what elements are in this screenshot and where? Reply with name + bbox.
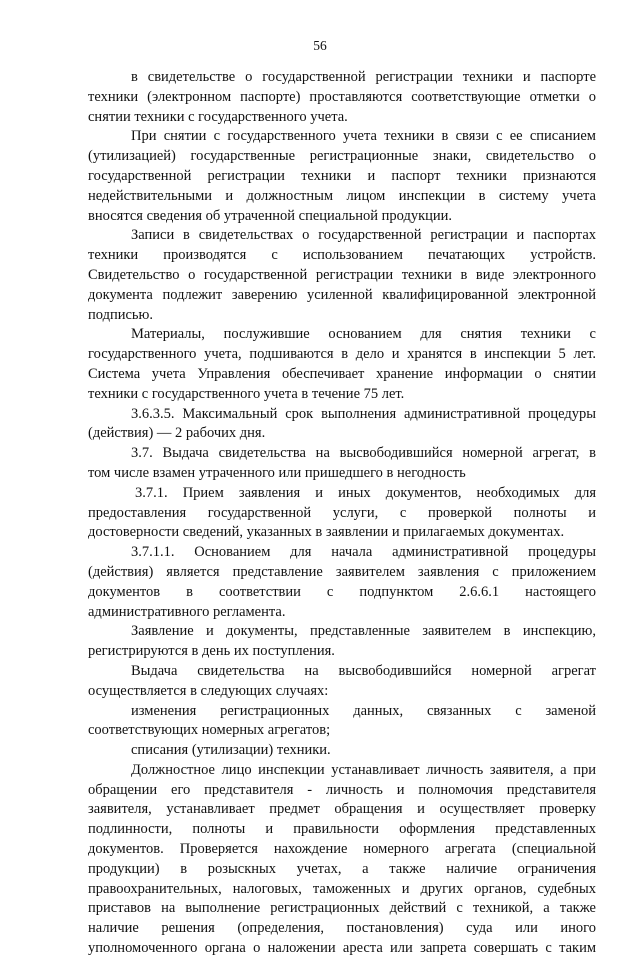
text-line: государственной регистрации техники и паспорт техники признаются [88,167,596,184]
text-line: документов. Проверяется нахождение номерного агрегата (специальной [88,841,596,858]
text-line: техники (электронном паспорте) проставляются соответствующие отметки о [88,88,596,105]
text-line: Система учета Управления обеспечивает хранение информации о снятии [88,365,596,382]
text-line: приставов на выполнение регистрационных действий с техникой, а также [88,900,596,917]
text-line: При снятии с государственного учета техники в связи с ее списанием [131,128,596,145]
text-line: техники с государственного учета в течение 75 лет. [88,385,405,402]
document-body [88,68,596,959]
text-line: Материалы, послужившие основанием для снятия техники с [131,326,596,343]
text-line: (утилизацией) государственные регистрационные знаки, свидетельство о [88,148,596,165]
text-line: (действия) — 2 рабочих дня. [88,425,266,442]
text-line: недействительными и должностным лицом инспекции в систему учета [88,187,596,204]
text-line: в свидетельстве о государственной регистрации техники и паспорте [131,69,596,85]
text-line: Свидетельство о государственной регистрации техники в виде электронного [88,266,596,283]
text-line: Должностное лицо инспекции устанавливает личность заявителя, а при [131,761,596,778]
text-line: наличие решения (определения, постановления) суда или иного [88,920,596,937]
text-line: продукции) в розыскных учетах, а также наличие ограничения [88,860,596,877]
text-line: осуществляется в следующих случаях: [88,682,329,699]
text-line: Выдача свидетельства на высвободившийся номерной агрегат [131,662,596,679]
text-line: административного регламента. [88,603,286,620]
text-line: (действия) является представление заявителем заявления с приложением [88,563,596,580]
text-line: Заявление и документы, представленные заявителем в инспекцию, [131,623,596,640]
text-line: обращении его представителя - личность и полномочия представителя [88,781,596,798]
text-line: том числе взамен утраченного или пришедшего в негодность [88,464,466,481]
text-line: подлинности, полноты и правильности оформления представленных [88,821,596,838]
text-line: документов в соответствии с подпунктом 2.6.6.1 настоящего [88,583,596,600]
text-line: списания (утилизации) техники. [131,742,331,759]
text-line: 3.7. Выдача свидетельства на высвободившийся номерной агрегат, в [131,445,596,462]
text-line: документа подлежит заверению усиленной квалифицированной электронной [88,286,596,303]
text-line: изменения регистрационных данных, связанных с заменой [131,702,596,719]
text-line: правоохранительных, налоговых, таможенных и других органов, судебных [88,880,596,897]
text-line: 3.6.3.5. Максимальный срок выполнения административной процедуры [131,405,596,422]
text-line: подписью. [88,306,153,323]
text-line: вносятся сведения об утраченной специальной продукции. [88,207,453,224]
page-number: 56 [313,38,327,53]
text-line: 3.7.1. Прием заявления и иных документов, необходимых для [135,484,596,501]
text-line: достоверности сведений, указанных в заявлении и прилагаемых документах. [88,524,565,541]
text-line: государственного учета, подшиваются в дело и хранятся в инспекции 5 лет. [88,346,596,363]
text-line: Записи в свидетельствах о государственной регистрации и паспортах [131,227,596,244]
text-line: регистрируются в день их поступления. [88,643,335,660]
text-line: снятии техники с государственного учета. [88,108,348,125]
text-line: заявителя, устанавливает предмет обращения и осуществляет проверку [88,801,596,818]
text-line: техники производятся с использованием печатающих устройств. [88,247,596,264]
text-line: уполномоченного органа о наложении ареста или запрета совершать с таким [88,940,596,957]
text-line: 3.7.1.1. Основанием для начала административной процедуры [131,544,596,561]
text-line: предоставления государственной услуги, с проверкой полноты и [88,504,596,521]
text-line: соответствующих номерных агрегатов; [88,722,331,739]
